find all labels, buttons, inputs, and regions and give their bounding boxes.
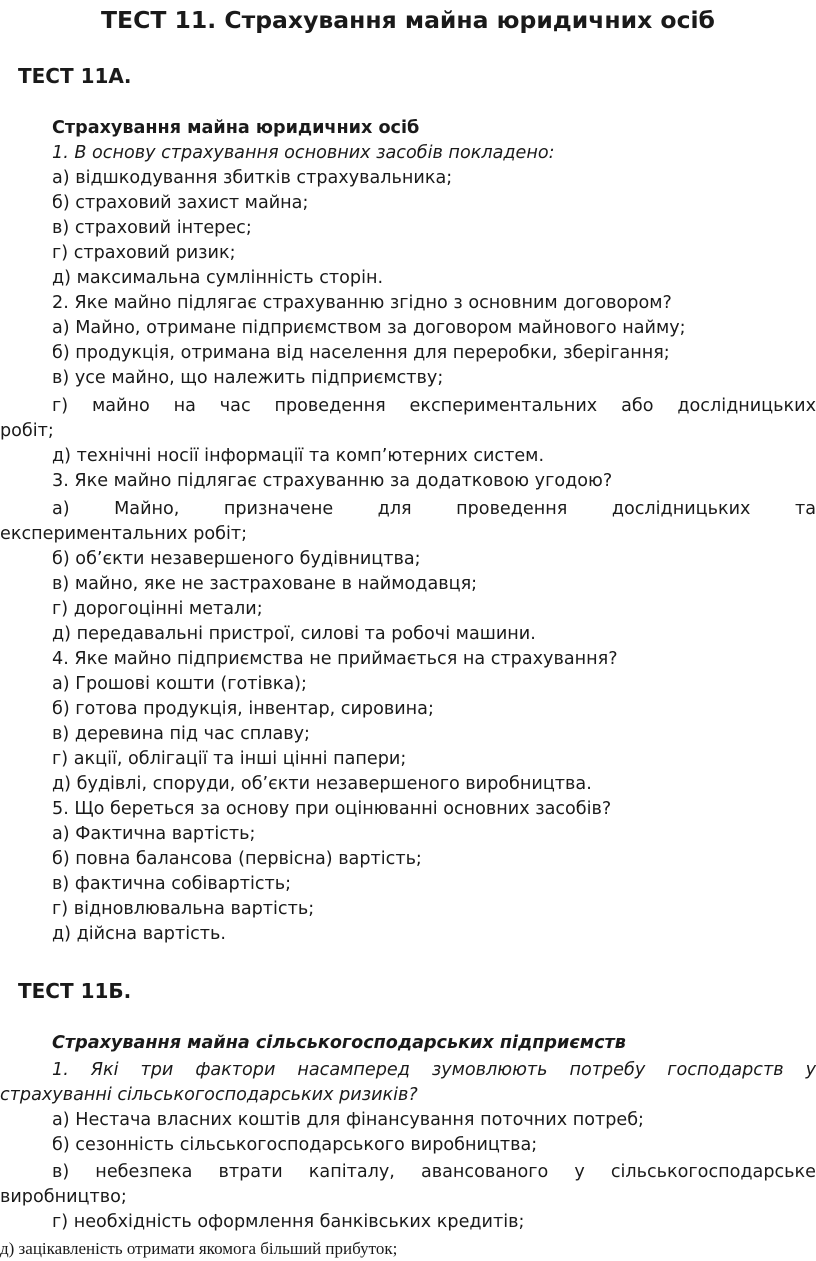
q2-option-a: а) Майно, отримане підприємством за договором майнового найму; [52, 318, 686, 338]
q2-option-b: б) продукція, отримана від населення для переробки, зберігання; [52, 343, 670, 363]
b-q1-option-c-cont: виробництво; [0, 1187, 127, 1207]
b-question-1: 1. Які три фактори насамперед зумовлюють потребу господарств у [52, 1060, 816, 1080]
q4-option-d: г) акції, облігації та інші цінні папери; [52, 749, 407, 769]
q4-option-b: б) готова продукція, інвентар, сировина; [52, 699, 434, 719]
q3-option-c: в) майно, яке не застраховане в наймодавця; [52, 574, 478, 594]
question-1: 1. В основу страхування основних засобів покладено: [52, 143, 555, 163]
q4-option-c: в) деревина під час сплаву; [52, 724, 310, 744]
test-b-heading: ТЕСТ 11Б. [18, 979, 132, 1003]
q1-option-a: а) відшкодування збитків страхувальника; [52, 168, 453, 188]
question-2: 2. Яке майно підлягає страхуванню згідно з основним договором? [52, 293, 672, 313]
q1-option-e: д) максимальна сумлінність сторін. [52, 268, 384, 288]
test-b-section-title: Страхування майна сільськогосподарських підприємств [52, 1033, 626, 1053]
question-4: 4. Яке майно підприємства не приймається на страхування? [52, 649, 618, 669]
q5-option-a: а) Фактична вартість; [52, 824, 256, 844]
b-q1-option-a: а) Нестача власних коштів для фінансування поточних потреб; [52, 1110, 644, 1130]
q3-option-b: б) об’єкти незавершеного будівництва; [52, 549, 421, 569]
q2-option-d: г) майно на час проведення експериментальних або дослідницьких [52, 396, 816, 416]
q3-option-e: д) передавальні пристрої, силові та робочі машини. [52, 624, 536, 644]
b-q1-option-b: б) сезонність сільськогосподарського виробництва; [52, 1135, 538, 1155]
q3-option-d: г) дорогоцінні метали; [52, 599, 263, 619]
q5-option-c: в) фактична собівартість; [52, 874, 292, 894]
q3-option-a-cont: експериментальних робіт; [0, 524, 248, 544]
question-5: 5. Що береться за основу при оцінюванні основних засобів? [52, 799, 612, 819]
q4-option-e: д) будівлі, споруди, об’єкти незавершеного виробництва. [52, 774, 592, 794]
b-question-1-cont: страхуванні сільськогосподарських ризиків? [0, 1085, 418, 1105]
q2-option-e: д) технічні носії інформації та комп’ютерних систем. [52, 446, 545, 466]
question-3: 3. Яке майно підлягає страхуванню за додатковою угодою? [52, 471, 613, 491]
document-title: ТЕСТ 11. Страхування майна юридичних осіб [101, 6, 715, 34]
q2-option-c: в) усе майно, що належить підприємству; [52, 368, 444, 388]
q5-option-d: г) відновлювальна вартість; [52, 899, 315, 919]
q5-option-b: б) повна балансова (первісна) вартість; [52, 849, 422, 869]
q1-option-c: в) страховий інтерес; [52, 218, 252, 238]
test-a-heading: ТЕСТ 11А. [18, 64, 132, 88]
q1-option-d: г) страховий ризик; [52, 243, 236, 263]
q1-option-b: б) страховий захист майна; [52, 193, 309, 213]
b-q1-option-d: г) необхідність оформлення банківських кредитів; [52, 1212, 525, 1232]
q3-option-a: а) Майно, призначене для проведення дослідницьких та [52, 499, 816, 519]
b-q1-option-e: д) зацікавленість отримати якомога більший прибуток; [0, 1239, 398, 1258]
b-q1-option-c: в) небезпека втрати капіталу, авансованого у сільськогосподарське [52, 1162, 816, 1182]
test-a-section-title: Страхування майна юридичних осіб [52, 118, 420, 138]
q4-option-a: а) Грошові кошти (готівка); [52, 674, 307, 694]
q5-option-e: д) дійсна вартість. [52, 924, 226, 944]
q2-option-d-cont: робіт; [0, 421, 54, 441]
